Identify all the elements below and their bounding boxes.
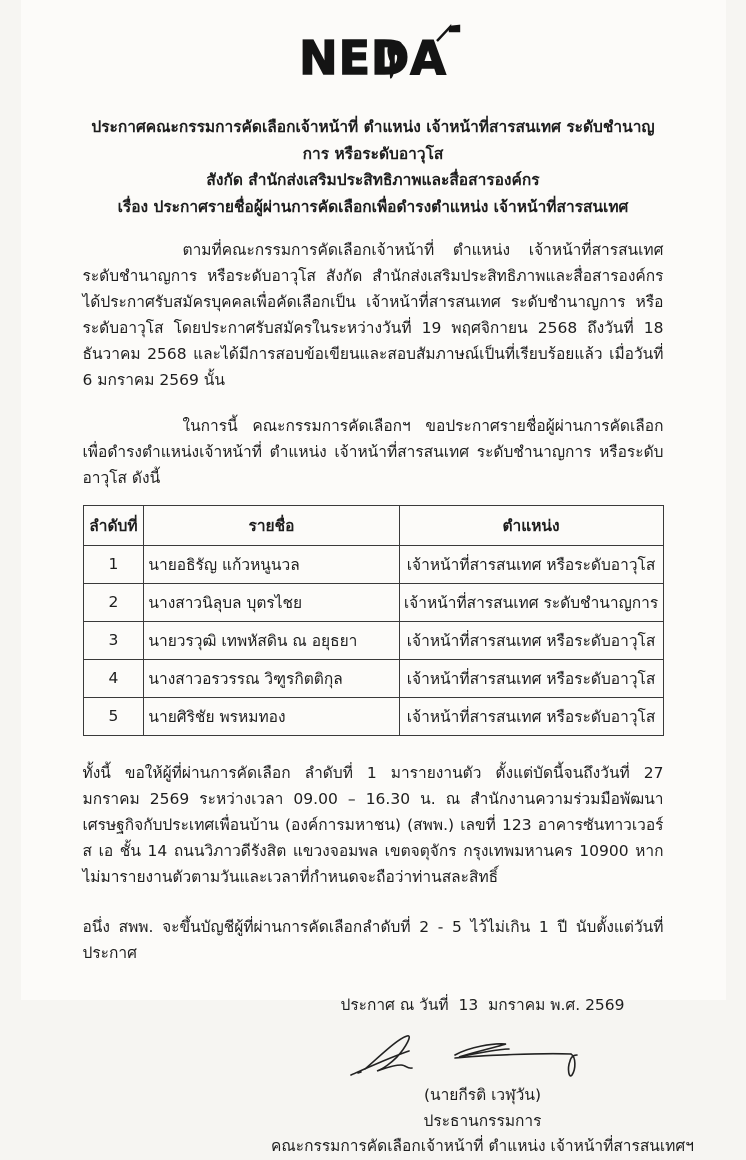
paragraph-background: ตามที่คณะกรรมการคัดเลือกเจ้าหน้าที่ ตำแหน่ง เจ้าหน้าที่สารสนเทศ ระดับชำนาญการ หรือระดับอาวุโส สังกัด สำนักส่งเสริมประสิทธิภาพและสื่อสารองค์กร ได้ประกาศรับสมัครบุคคลเพื่อคัดเลือกเป็น เจ้าหน้าที่สารสนเทศ ระดับชำนาญการ หรือระดับอาวุโส โดยประกาศรับสมัครในระหว่างวันที่ 19 พฤศจิกายน 2568 ถึงวันที่ 18 ธันวาคม 2568 และได้มีการสอบข้อเขียนและสอบสัมภาษณ์เป็นที่เรียบร้อยแล้ว เมื่อวันที่ 6 มกราคม 2569 นั้น <box>83 237 664 393</box>
table-header-position: ตำแหน่ง <box>399 505 663 545</box>
cell-name: นายศิริชัย พรหมทอง <box>144 697 399 735</box>
table-row <box>83 659 663 697</box>
paragraph-waitlist-note: อนึ่ง สพพ. จะขึ้นบัญชีผู้ที่ผ่านการคัดเลือกลำดับที่ 2 - 5 ไว้ไม่เกิน 1 ปี นับตั้งแต่วันที่ประกาศ <box>83 914 664 966</box>
neda-logo <box>299 28 447 88</box>
cell-name: นางสาวนิลุบล บุตรไชย <box>144 583 399 621</box>
title-line-3: เรื่อง ประกาศรายชื่อผู้ผ่านการคัดเลือกเพื่อดำรงตำแหน่ง เจ้าหน้าที่สารสนเทศ <box>83 194 664 221</box>
document-title-block <box>83 114 664 221</box>
table-row <box>83 545 663 583</box>
cell-position: เจ้าหน้าที่สารสนเทศ หรือระดับอาวุโส <box>399 659 663 697</box>
cell-position: เจ้าหน้าที่สารสนเทศ หรือระดับอาวุโส <box>399 545 663 583</box>
table-header-row <box>83 505 663 545</box>
signer-title: ประธานกรรมการ <box>213 1109 746 1135</box>
neda-logo-text: NEDA <box>299 31 447 85</box>
logo-area <box>83 28 664 100</box>
cell-rank: 4 <box>83 659 144 697</box>
table-row <box>83 621 663 659</box>
signer-organization: คณะกรรมการคัดเลือกเจ้าหน้าที่ ตำแหน่ง เจ้าหน้าที่สารสนเทศฯ <box>213 1134 746 1160</box>
table-header-name: รายชื่อ <box>144 505 399 545</box>
results-table-body <box>83 545 663 735</box>
title-line-1: ประกาศคณะกรรมการคัดเลือกเจ้าหน้าที่ ตำแหน่ง เจ้าหน้าที่สารสนเทศ ระดับชำนาญการ หรือระดับอาวุโส <box>83 114 664 167</box>
cell-name: นางสาวอรวรรณ วิฑูรกิตติกุล <box>144 659 399 697</box>
up-right-arrow-icon <box>435 24 461 44</box>
cell-position: เจ้าหน้าที่สารสนเทศ ระดับชำนาญการ <box>399 583 663 621</box>
document-page <box>21 0 726 1000</box>
table-row <box>83 583 663 621</box>
thailand-map-icon <box>385 40 407 82</box>
paragraph-announcement: ในการนี้ คณะกรรมการคัดเลือกฯ ขอประกาศรายชื่อผู้ผ่านการคัดเลือกเพื่อดำรงตำแหน่งเจ้าหน้าที่ ตำแหน่ง เจ้าหน้าที่สารสนเทศ ระดับชำนาญการ หรือระดับอาวุโส ดังนี้ <box>83 413 664 491</box>
cell-name: นายวรวุฒิ เทพหัสดิน ณ อยุธยา <box>144 621 399 659</box>
paragraph-reporting-instructions: ทั้งนี้ ขอให้ผู้ที่ผ่านการคัดเลือก ลำดับที่ 1 มารายงานตัว ตั้งแต่บัดนี้จนถึงวันที่ 27 มกราคม 2569 ระหว่างเวลา 09.00 – 16.30 น. ณ สำนักงานความร่วมมือพัฒนาเศรษฐกิจกับประเทศเพื่อนบ้าน (องค์การมหาชน) (สพพ.) เลขที่ 123 อาคารซันทาวเวอร์ส เอ ชั้น 14 ถนนวิภาวดีรังสิต แขวงจอมพล เขตจตุจักร กรุงเทพมหานคร 10900 หากไม่มารายงานตัวตามวันและเวลาที่กำหนดจะถือว่าท่านสละสิทธิ์ <box>83 760 664 890</box>
results-table-head <box>83 505 663 545</box>
signature-area <box>213 992 746 1160</box>
cell-rank: 3 <box>83 621 144 659</box>
signer-name: (นายกีรติ เวฬุวัน) <box>213 1083 746 1109</box>
cell-name: นายอธิรัญ แก้วหนูนวล <box>144 545 399 583</box>
cell-rank: 2 <box>83 583 144 621</box>
announcement-date: ประกาศ ณ วันที่ 13 มกราคม พ.ศ. 2569 <box>213 992 746 1017</box>
cell-rank: 1 <box>83 545 144 583</box>
table-row <box>83 697 663 735</box>
table-header-no: ลำดับที่ <box>83 505 144 545</box>
handwritten-signature <box>343 1031 623 1083</box>
cell-position: เจ้าหน้าที่สารสนเทศ หรือระดับอาวุโส <box>399 621 663 659</box>
title-line-2: สังกัด สำนักส่งเสริมประสิทธิภาพและสื่อสารองค์กร <box>83 167 664 194</box>
cell-position: เจ้าหน้าที่สารสนเทศ หรือระดับอาวุโส <box>399 697 663 735</box>
results-table <box>83 505 664 736</box>
cell-rank: 5 <box>83 697 144 735</box>
